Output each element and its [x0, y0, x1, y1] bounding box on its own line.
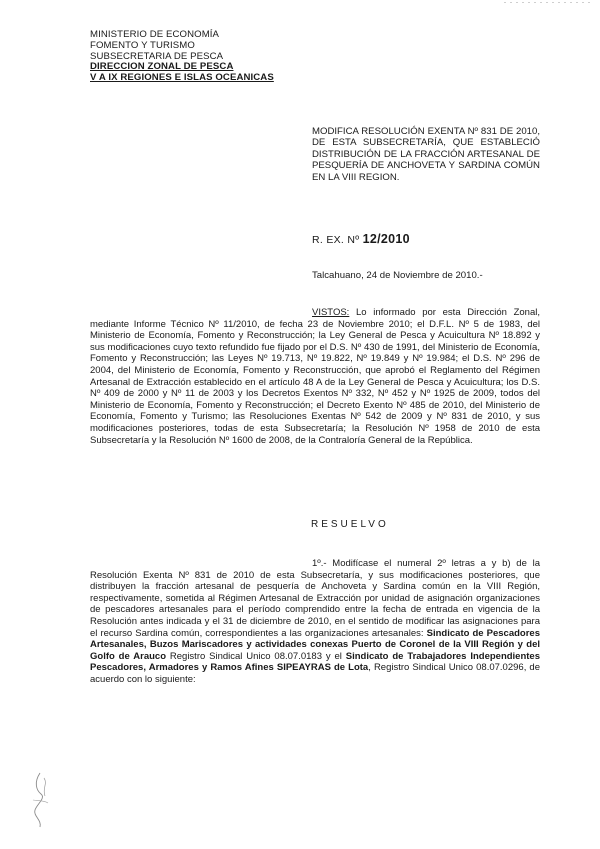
letterhead-directorate: DIRECCION ZONAL DE PESCA	[90, 61, 234, 73]
article-1-paragraph	[90, 558, 540, 686]
scan-artifact-dots	[504, 1, 594, 5]
letterhead-ministry-2: FOMENTO Y TURISMO	[90, 39, 195, 51]
article-1-mid: Registro Sindical Unico 08.07.0183 y el	[166, 650, 346, 662]
vistos-paragraph	[90, 307, 540, 446]
resolution-id: 12/2010	[362, 232, 410, 246]
letterhead-regions: V A IX REGIONES E ISLAS OCEANICAS	[90, 72, 274, 84]
vistos-label: VISTOS:	[312, 307, 350, 318]
resolution-prefix: R. EX. Nº	[312, 234, 360, 246]
document-date: Talcahuano, 24 de Noviembre de 2010.-	[312, 270, 483, 281]
letterhead-ministry: MINISTERIO DE ECONOMÍA	[90, 29, 220, 40]
resolution-number	[312, 232, 410, 246]
initials-signature-mark	[28, 770, 54, 830]
article-1-intro: 1º.- Modifícase el numeral 2º letras a y b) de la Resolución Exenta Nº 831 de 2010 de esta Subsecretaría, y sus modificaciones posteriores, que distribuyen la fracción artesanal de pesquería de Anchoveta y Sardina común en la VIII Región, respectivamente, sometida al Régimen Artesanal de Extracción por unidad de asignación organizaciones de pescadores artesanales para el período comprendido entre la fecha de entrada en vigencia de la Resolución antes indicada y el 31 de diciembre de 2010, en el sentido de modificar las asignaciones para el recurso Sardina común, correspondientes a las organizaciones artesanales:	[90, 558, 540, 639]
resuelvo-heading: RESUELVO	[311, 519, 389, 530]
article-1-end: , Registro Sindical Unico 08.07.0296, de acuerdo con lo siguiente:	[90, 662, 540, 685]
letterhead	[90, 30, 274, 84]
subject-summary: MODIFICA RESOLUCIÓN EXENTA Nº 831 DE 2010, DE ESTA SUBSECRETARÍA, QUE ESTABLECIÓ DISTRIBUCIÓN DE LA FRACCIÓN ARTESANAL DE PESQUERÍA DE ANCHOVETA Y SARDINA COMÚN EN LA VIII REGION.	[312, 126, 540, 183]
letterhead-undersecretariat: SUBSECRETARIA DE PESCA	[90, 50, 224, 62]
vistos-text: Lo informado por esta Dirección Zonal, mediante Informe Técnico Nº 11/2010, de fecha 23 de Noviembre 2010; el D.F.L. Nº 5 de 1983, del Ministerio de Economía, Fomento y Reconstrucción; la Ley General de Pesca y Acuicultura Nº 18.892 y sus modificaciones cuyo texto refundido fue fijado por el D.S. Nº 430 de 1991, del Ministerio de Economía, Fomento y Reconstrucción; las Leyes Nº 19.713, Nº 19.822, Nº 19.849 y Nº 19.984; el D.S. Nº 296 de 2004, del Ministerio de Economía, Fomento y Reconstrucción, que aprobó el Reglamento del Régimen Artesanal de Extracción establecido en el artículo 48 A de la Ley General de Pesca y Acuicultura; los D.S. Nº 409 de 2000 y Nº 11 de 2003 y los Decretos Exentos Nº 332, Nº 452 y Nº 1925 de 2009, todos del Ministerio de Economía, Fomento y Reconstrucción; el Decreto Exento Nº 485 de 2010, del Ministerio de Economía, Fomento y Turismo; las Resoluciones Exentas Nº 542 de 2009 y Nº 831 de 2010, y sus modificaciones posteriores, todas de esta Subsecretaría; la Resolución Nº 1958 de 2010 de esta Subsecretaría y la Resolución Nº 1600 de 2008, de la Contraloría General de la República.	[90, 307, 540, 446]
article-1-org1: Sindicato de Pescadores Artesanales, Buzos Mariscadores y actividades conexas Puerto de Coronel de la VIII Región y del Golfo de Arauco	[90, 627, 540, 662]
article-1-org2: Sindicato de Trabajadores Independientes Pescadores, Armadores y Ramos Afines SIPEAYRAS de Lota	[90, 650, 541, 674]
